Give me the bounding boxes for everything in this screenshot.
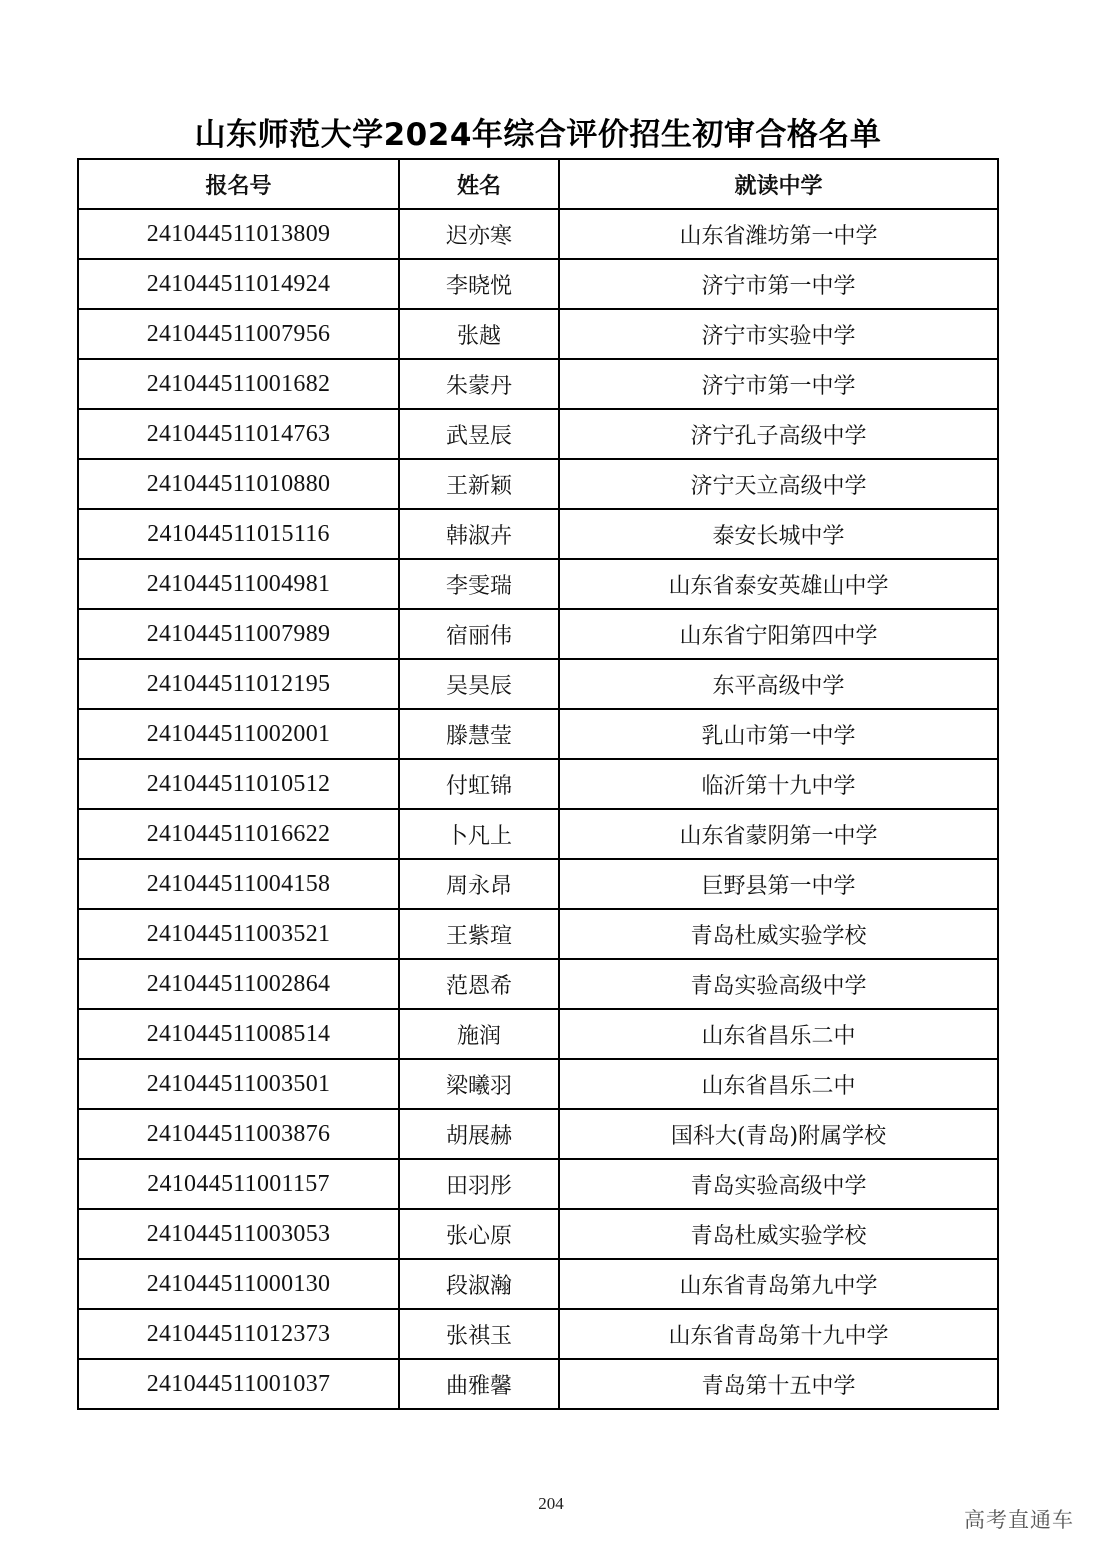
- table-row: [78, 1159, 998, 1209]
- student-name-cell: 张心原: [399, 1209, 559, 1259]
- registration-number-cell: 241044511015116: [78, 509, 399, 559]
- student-name-cell: 梁曦羽: [399, 1059, 559, 1109]
- table-row: [78, 959, 998, 1009]
- student-name-cell: 付虹锦: [399, 759, 559, 809]
- registration-number-cell: 241044511013809: [78, 209, 399, 259]
- registration-number-cell: 241044511008514: [78, 1009, 399, 1059]
- table-row: [78, 1059, 998, 1109]
- table-row: [78, 809, 998, 859]
- table-body: [78, 209, 998, 1409]
- school-name-cell: 济宁市第一中学: [559, 259, 998, 309]
- table-row: [78, 909, 998, 959]
- header-name: 姓名: [399, 159, 559, 209]
- student-name-cell: 韩淑卉: [399, 509, 559, 559]
- registration-number-cell: 241044511004981: [78, 559, 399, 609]
- registration-number-cell: 241044511014763: [78, 409, 399, 459]
- registration-number-cell: 241044511012195: [78, 659, 399, 709]
- registration-number-cell: 241044511001682: [78, 359, 399, 409]
- student-name-cell: 吴昊辰: [399, 659, 559, 709]
- table-row: [78, 459, 998, 509]
- registration-number-cell: 241044511010512: [78, 759, 399, 809]
- table-row: [78, 1109, 998, 1159]
- registration-number-cell: 241044511002001: [78, 709, 399, 759]
- school-name-cell: 山东省昌乐二中: [559, 1009, 998, 1059]
- header-school: 就读中学: [559, 159, 998, 209]
- school-name-cell: 山东省昌乐二中: [559, 1059, 998, 1109]
- student-name-cell: 张祺玉: [399, 1309, 559, 1359]
- page-number: 204: [538, 1494, 564, 1513]
- student-name-cell: 宿丽伟: [399, 609, 559, 659]
- table-row: [78, 559, 998, 609]
- student-name-cell: 王紫瑄: [399, 909, 559, 959]
- registration-number-cell: 241044511007956: [78, 309, 399, 359]
- registration-number-cell: 241044511010880: [78, 459, 399, 509]
- table-row: [78, 1259, 998, 1309]
- student-name-cell: 周永昂: [399, 859, 559, 909]
- school-name-cell: 山东省宁阳第四中学: [559, 609, 998, 659]
- qualified-list-table: [77, 158, 999, 1410]
- school-name-cell: 济宁天立高级中学: [559, 459, 998, 509]
- student-name-cell: 段淑瀚: [399, 1259, 559, 1309]
- table-row: [78, 609, 998, 659]
- school-name-cell: 山东省泰安英雄山中学: [559, 559, 998, 609]
- table-row: [78, 309, 998, 359]
- student-name-cell: 胡展赫: [399, 1109, 559, 1159]
- registration-number-cell: 241044511002864: [78, 959, 399, 1009]
- school-name-cell: 乳山市第一中学: [559, 709, 998, 759]
- school-name-cell: 济宁孔子高级中学: [559, 409, 998, 459]
- student-name-cell: 张越: [399, 309, 559, 359]
- school-name-cell: 东平高级中学: [559, 659, 998, 709]
- table-row: [78, 409, 998, 459]
- header-registration-number: 报名号: [78, 159, 399, 209]
- school-name-cell: 济宁市第一中学: [559, 359, 998, 409]
- table-row: [78, 259, 998, 309]
- student-name-cell: 迟亦寒: [399, 209, 559, 259]
- student-name-cell: 曲雅馨: [399, 1359, 559, 1409]
- registration-number-cell: 241044511003053: [78, 1209, 399, 1259]
- school-name-cell: 山东省青岛第九中学: [559, 1259, 998, 1309]
- table-row: [78, 1359, 998, 1409]
- student-name-cell: 李雯瑞: [399, 559, 559, 609]
- table-row: [78, 1209, 998, 1259]
- school-name-cell: 青岛杜威实验学校: [559, 909, 998, 959]
- school-name-cell: 青岛实验高级中学: [559, 1159, 998, 1209]
- school-name-cell: 济宁市实验中学: [559, 309, 998, 359]
- registration-number-cell: 241044511004158: [78, 859, 399, 909]
- table-row: [78, 859, 998, 909]
- student-name-cell: 朱蒙丹: [399, 359, 559, 409]
- registration-number-cell: 241044511014924: [78, 259, 399, 309]
- school-name-cell: 临沂第十九中学: [559, 759, 998, 809]
- registration-number-cell: 241044511003501: [78, 1059, 399, 1109]
- school-name-cell: 青岛第十五中学: [559, 1359, 998, 1409]
- table-row: [78, 1009, 998, 1059]
- student-name-cell: 卜凡上: [399, 809, 559, 859]
- student-name-cell: 滕慧莹: [399, 709, 559, 759]
- table-row: [78, 759, 998, 809]
- table-row: [78, 359, 998, 409]
- school-name-cell: 山东省蒙阴第一中学: [559, 809, 998, 859]
- registration-number-cell: 241044511001037: [78, 1359, 399, 1409]
- school-name-cell: 泰安长城中学: [559, 509, 998, 559]
- table-header-row: [78, 159, 998, 209]
- school-name-cell: 青岛杜威实验学校: [559, 1209, 998, 1259]
- registration-number-cell: 241044511016622: [78, 809, 399, 859]
- registration-number-cell: 241044511003521: [78, 909, 399, 959]
- registration-number-cell: 241044511001157: [78, 1159, 399, 1209]
- table-row: [78, 709, 998, 759]
- table-row: [78, 509, 998, 559]
- registration-number-cell: 241044511007989: [78, 609, 399, 659]
- registration-number-cell: 241044511012373: [78, 1309, 399, 1359]
- school-name-cell: 巨野县第一中学: [559, 859, 998, 909]
- student-name-cell: 武昱辰: [399, 409, 559, 459]
- school-name-cell: 山东省潍坊第一中学: [559, 209, 998, 259]
- school-name-cell: 国科大(青岛)附属学校: [559, 1109, 998, 1159]
- student-name-cell: 范恩希: [399, 959, 559, 1009]
- student-name-cell: 施润: [399, 1009, 559, 1059]
- student-name-cell: 李晓悦: [399, 259, 559, 309]
- document-title: 山东师范大学2024年综合评价招生初审合格名单: [194, 117, 882, 153]
- student-name-cell: 王新颖: [399, 459, 559, 509]
- registration-number-cell: 241044511000130: [78, 1259, 399, 1309]
- student-name-cell: 田羽彤: [399, 1159, 559, 1209]
- table-row: [78, 1309, 998, 1359]
- table-row: [78, 659, 998, 709]
- watermark-text: 高考直通车: [964, 1508, 1074, 1532]
- table-row: [78, 209, 998, 259]
- school-name-cell: 青岛实验高级中学: [559, 959, 998, 1009]
- registration-number-cell: 241044511003876: [78, 1109, 399, 1159]
- school-name-cell: 山东省青岛第十九中学: [559, 1309, 998, 1359]
